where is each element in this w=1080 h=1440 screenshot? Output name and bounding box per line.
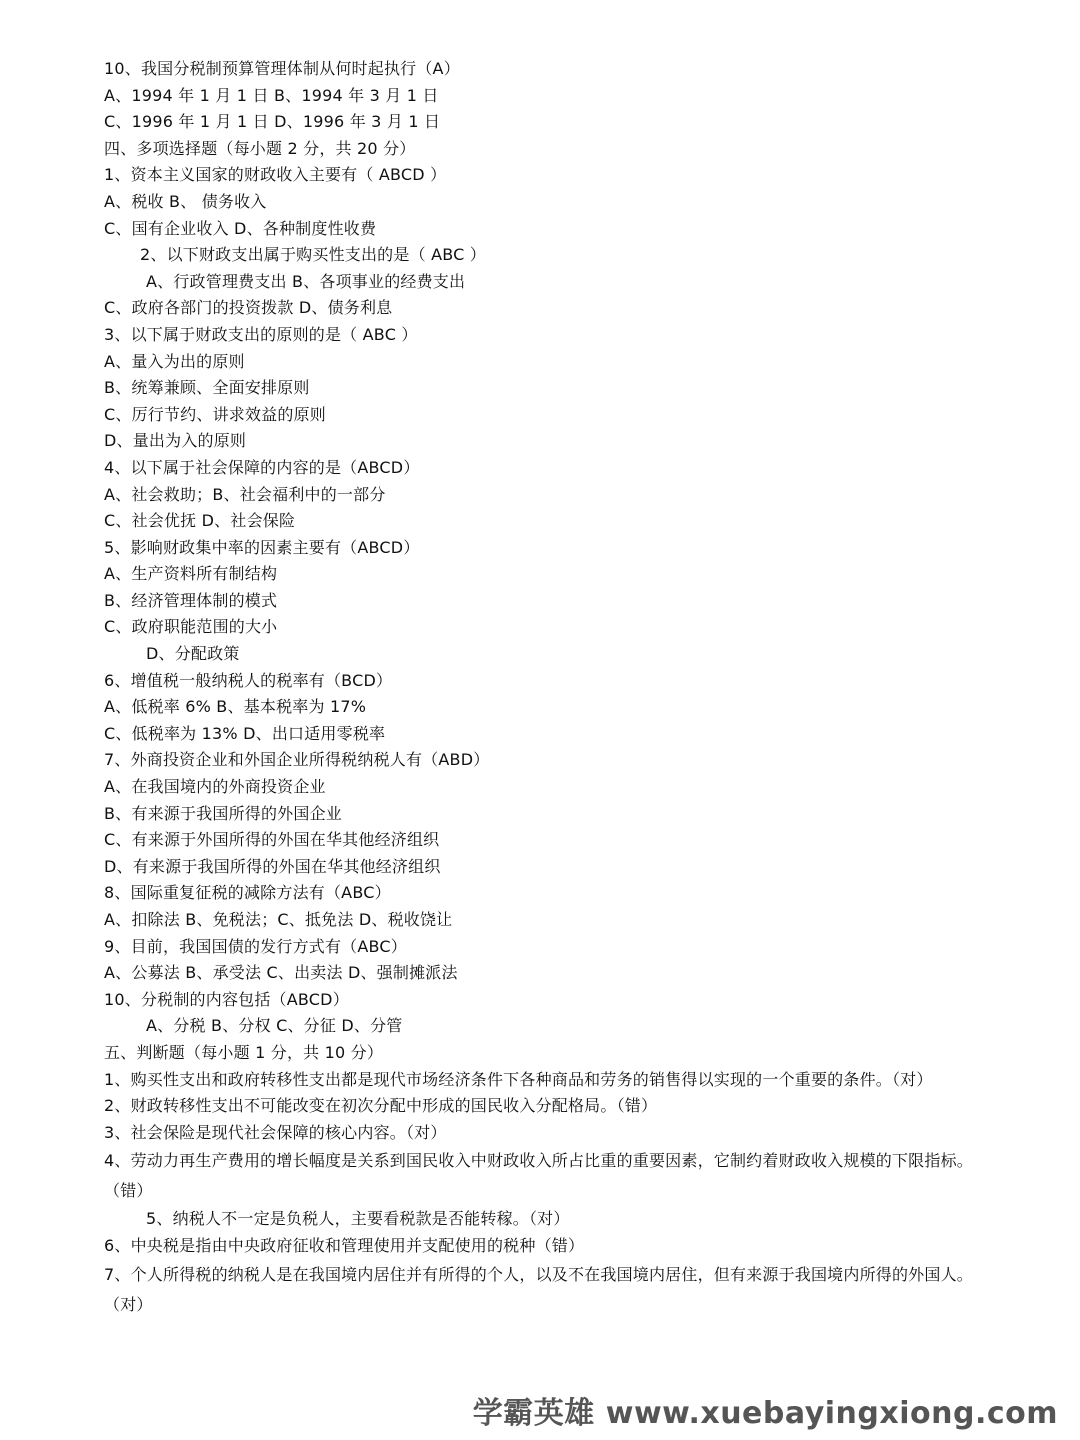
text-line: C、1996 年 1 月 1 日 D、1996 年 3 月 1 日 [104,112,441,132]
question-text: 2、以下财政支出属于购买性支出的是（ ABC ） [140,245,486,265]
text-line: C、社会优抚 D、社会保险 [104,511,296,531]
text-line: A、扣除法 B、免税法；C、抵免法 D、税收饶让 [104,910,453,929]
text-line: D、分配政策 [146,644,240,664]
text-line: A、生产资料所有制结构 [104,564,278,584]
text-line: A、在我国境内的外商投资企业 [104,777,326,797]
statement-text: 5、纳税人不一定是负税人，主要看税款是否能转稼。（对） [146,1209,570,1229]
text-line: B、统筹兼顾、全面安排原则 [104,378,310,398]
text-line: C、政府各部门的投资拨款 D、债务利息 [104,298,393,318]
question-text: 8、国际重复征税的减除方法有（ABC） [104,883,391,903]
question-text: 5、影响财政集中率的因素主要有（ABCD） [104,537,420,557]
text-line: A、行政管理费支出 B、各项事业的经费支出 [146,271,466,291]
section-heading: 五、判断题（每小题 1 分，共 10 分） [104,1042,384,1062]
statement-text: 6、中央税是指由中央政府征收和管理使用并支配使用的税种（错） [104,1235,585,1255]
statement-text: 4、劳动力再生产费用的增长幅度是关系到国民收入中财政收入所占比重的重要因素，它制约着财政收入规模的下限指标。（错） [104,1151,973,1201]
text-line: B、有来源于我国所得的外国企业 [104,803,342,823]
text-line: C、低税率为 13% D、出口适用零税率 [104,723,386,743]
text-line: D、有来源于我国所得的外国在华其他经济组织 [104,856,441,876]
text-line: A、1994 年 1 月 1 日 B、1994 年 3 月 1 日 [104,85,439,105]
statement-text: 2、财政转移性支出不可能改变在初次分配中形成的国民收入分配格局。（错） [104,1096,658,1116]
text-line: B、经济管理体制的模式 [104,590,278,610]
question-text: 1、资本主义国家的财政收入主要有（ ABCD ） [104,165,447,185]
question-text: 9、目前，我国国债的发行方式有（ABC） [104,936,407,956]
section-heading: 四、多项选择题（每小题 2 分，共 20 分） [104,138,416,158]
text-line: A、量入为出的原则 [104,351,245,371]
text-line: A、公募法 B、承受法 C、出卖法 D、强制摊派法 [104,963,458,983]
text-line: D、量出为入的原则 [104,431,247,451]
statement-text: 7、个人所得税的纳税人是在我国境内居住并有所得的个人，以及不在我国境内居住，但有来源于我国境内所得的外国人。（对） [104,1264,973,1314]
text-line: A、社会救助；B、社会福利中的一部分 [104,484,386,504]
footer-watermark: 学霸英雄 www.xuebayingxiong.com [472,1396,1058,1431]
document-body [104,56,1004,1320]
text-line: C、政府职能范围的大小 [104,617,278,637]
text-line: 10、我国分税制预算管理体制从何时起执行（A） [104,59,460,78]
statement-text: 3、社会保险是现代社会保障的核心内容。（对） [104,1122,447,1142]
question-text: 4、以下属于社会保障的内容的是（ABCD） [104,457,420,477]
text-line: C、国有企业收入 D、各种制度性收费 [104,218,377,238]
text-line: C、有来源于外国所得的外国在华其他经济组织 [104,830,440,850]
question-text: 7、外商投资企业和外国企业所得税纳税人有（ABD） [104,750,490,770]
question-text: 10、分税制的内容包括（ABCD） [104,989,349,1009]
text-line: A、分税 B、分权 C、分征 D、分管 [146,1016,403,1036]
statement-text: 1、购买性支出和政府转移性支出都是现代市场经济条件下各种商品和劳务的销售得以实现的一个重要的条件。（对） [104,1069,933,1089]
question-text: 3、以下属于财政支出的原则的是（ ABC ） [104,324,418,344]
text-line: A、税收 B、 债务收入 [104,191,267,211]
text-line: A、低税率 6% B、基本税率为 17% [104,697,367,717]
text-line: C、厉行节约、讲求效益的原则 [104,404,326,424]
question-text: 6、增值税一般纳税人的税率有（BCD） [104,670,393,690]
